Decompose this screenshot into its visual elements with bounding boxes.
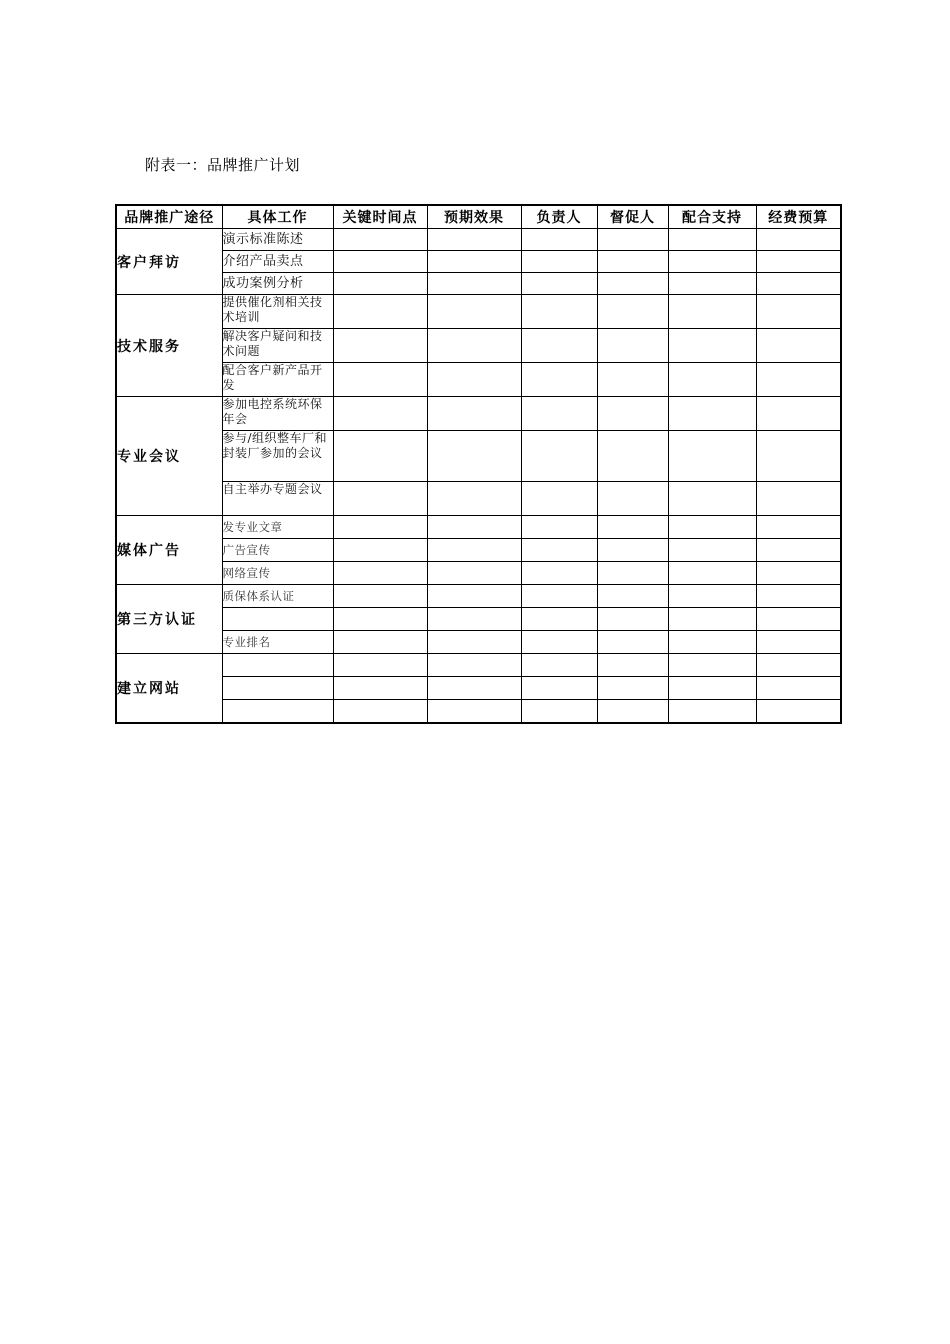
brand-promotion-plan-table: [115, 204, 842, 724]
header-key-time: 关键时间点: [333, 205, 427, 229]
task-cell: 提供催化剂相关技术培训: [222, 295, 333, 329]
task-cell: 介绍产品卖点: [222, 251, 333, 273]
table-row: [116, 677, 841, 700]
header-budget: 经费预算: [756, 205, 841, 229]
task-cell: 配合客户新产品开发: [222, 363, 333, 397]
category-cell: 媒体广告: [116, 516, 222, 585]
task-cell: 发专业文章: [222, 516, 333, 539]
header-row: [116, 205, 841, 229]
header-channel: 品牌推广途径: [116, 205, 222, 229]
task-cell: 成功案例分析: [222, 273, 333, 295]
table-row: [116, 431, 841, 482]
table-row: [116, 482, 841, 516]
table-row: [116, 295, 841, 329]
task-cell: 质保体系认证: [222, 585, 333, 608]
table-row: [116, 329, 841, 363]
header-supervisor: 督促人: [597, 205, 668, 229]
category-cell: 专业会议: [116, 397, 222, 516]
task-cell: 自主举办专题会议: [222, 482, 333, 516]
table-row: [116, 608, 841, 631]
task-cell: 参与/组织整车厂和封装厂参加的会议: [222, 431, 333, 482]
task-cell: 专业排名: [222, 631, 333, 654]
table-row: [116, 700, 841, 723]
header-owner: 负责人: [521, 205, 597, 229]
table-row: [116, 631, 841, 654]
table-row: [116, 654, 841, 677]
task-cell: [222, 654, 333, 677]
table-row: [116, 229, 841, 251]
page-title: 附表一：品牌推广计划: [145, 156, 301, 174]
table-row: [116, 539, 841, 562]
table-row: [116, 562, 841, 585]
category-cell: 建立网站: [116, 654, 222, 723]
category-cell: 第三方认证: [116, 585, 222, 654]
header-expected-effect: 预期效果: [427, 205, 521, 229]
table-row: [116, 516, 841, 539]
task-cell: 广告宣传: [222, 539, 333, 562]
category-cell: 客户拜访: [116, 229, 222, 295]
task-cell: [222, 677, 333, 700]
table-row: [116, 251, 841, 273]
table-row: [116, 273, 841, 295]
table-row: [116, 585, 841, 608]
header-tasks: 具体工作: [222, 205, 333, 229]
category-cell: 技术服务: [116, 295, 222, 397]
header-support: 配合支持: [668, 205, 756, 229]
task-cell: 网络宣传: [222, 562, 333, 585]
table-row: [116, 397, 841, 431]
task-cell: [222, 608, 333, 631]
task-cell: [222, 700, 333, 723]
table-row: [116, 363, 841, 397]
task-cell: 演示标准陈述: [222, 229, 333, 251]
task-cell: 参加电控系统环保年会: [222, 397, 333, 431]
task-cell: 解决客户疑问和技术问题: [222, 329, 333, 363]
